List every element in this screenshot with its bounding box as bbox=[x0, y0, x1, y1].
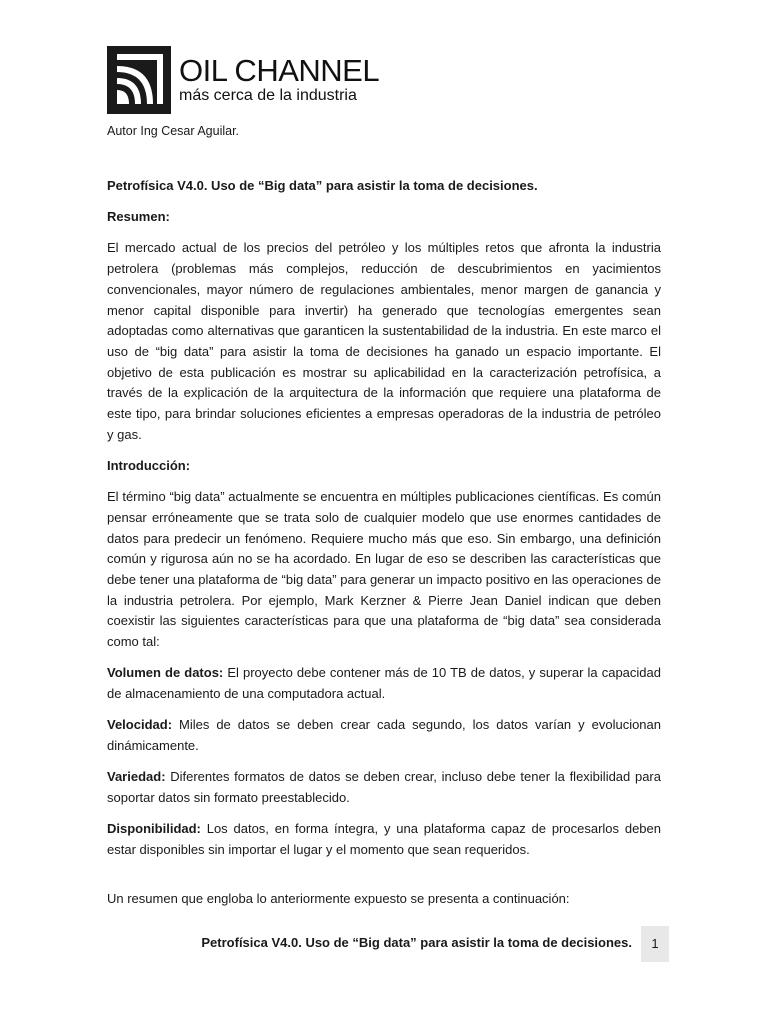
document-body bbox=[107, 176, 661, 921]
feature-volumen bbox=[107, 663, 661, 704]
feature-text: Los datos, en forma íntegra, y una plataforma capaz de procesarlos deben estar disponibles sin importar el lugar y el momento que sean requeridos. bbox=[107, 820, 661, 857]
footer-title: Petrofísica V4.0. Uso de “Big data” para asistir la toma de decisiones. bbox=[201, 935, 632, 950]
feature-text: El proyecto debe contener más de 10 TB de datos, y superar la capacidad de almacenamiento de una computadora actual. bbox=[107, 665, 661, 701]
oil-channel-logo bbox=[107, 45, 379, 115]
feature-term: Disponibilidad: bbox=[107, 820, 201, 836]
introduccion-paragraph: El término “big data” actualmente se encuentra en múltiples publicaciones científicas. Es común pensar erróneamente que se trata solo de cualquier modelo que use enormes cantidades de datos para predecir un fenómeno. Requiere mucho más que eso. Sin embargo, una definición común y rigurosa aún no se ha acordado. En lugar de eso se describen las características que debe tener una plataforma de “big data” para generar un impacto positivo en las operaciones de la industria petrolera. Por ejemplo, Mark Kerzner & Pierre Jean Daniel indican que deben coexistir las siguientes características para que una plataforma de “big data” sea considerada como tal: bbox=[107, 489, 661, 650]
feature-term: Variedad: bbox=[107, 769, 166, 785]
feature-text: Diferentes formatos de datos se deben crear, incluso debe tener la flexibilidad para soportar datos sin formato preestablecido. bbox=[107, 769, 661, 805]
author-line: Autor Ing Cesar Aguilar. bbox=[107, 124, 240, 138]
feature-term: Volumen de datos: bbox=[107, 665, 224, 681]
logo-tagline: más cerca de la industria bbox=[179, 86, 357, 104]
logo-text bbox=[179, 52, 380, 105]
logo-name: OIL CHANNEL bbox=[179, 52, 380, 88]
feature-variedad bbox=[107, 767, 661, 808]
resumen-paragraph: El mercado actual de los precios del petróleo y los múltiples retos que afronta la industria petrolera (problemas más complejos, reducción de descubrimientos en yacimientos convencionales, mayor número de regulaciones ambientales, menor margen de ganancia y menor capital disponible para invertir) ha generado que tecnologías emergentes sean adoptadas como alternativas que garanticen la sustentabilidad de la industria. En este marco el uso de “big data” para asistir la toma de decisiones ha ganado un espacio importante. El objetivo de esta publicación es mostrar su aplicabilidad en la caracterización petrofísica, a través de la explicación de la arquitectura de la información que requiere una plataforma de este tipo, para brindar soluciones eficientes a empresas operadoras de la industria de petróleo y gas. bbox=[107, 240, 661, 442]
feature-text: Miles de datos se deben crear cada segundo, los datos varían y evolucionan dinámicamente. bbox=[107, 717, 661, 753]
page-footer bbox=[0, 926, 768, 962]
resumen-heading: Resumen: bbox=[107, 209, 170, 225]
introduccion-heading: Introducción: bbox=[107, 457, 191, 473]
feature-term: Velocidad: bbox=[107, 717, 173, 733]
summary-lead-in: Un resumen que engloba lo anteriormente expuesto se presenta a continuación: bbox=[107, 891, 570, 907]
page-number: 1 bbox=[641, 926, 669, 962]
feature-disponibilidad bbox=[107, 819, 661, 860]
oil-channel-logo-icon bbox=[107, 46, 171, 114]
feature-velocidad bbox=[107, 715, 661, 756]
document-title: Petrofísica V4.0. Uso de “Big data” para asistir la toma de decisiones. bbox=[107, 178, 538, 193]
